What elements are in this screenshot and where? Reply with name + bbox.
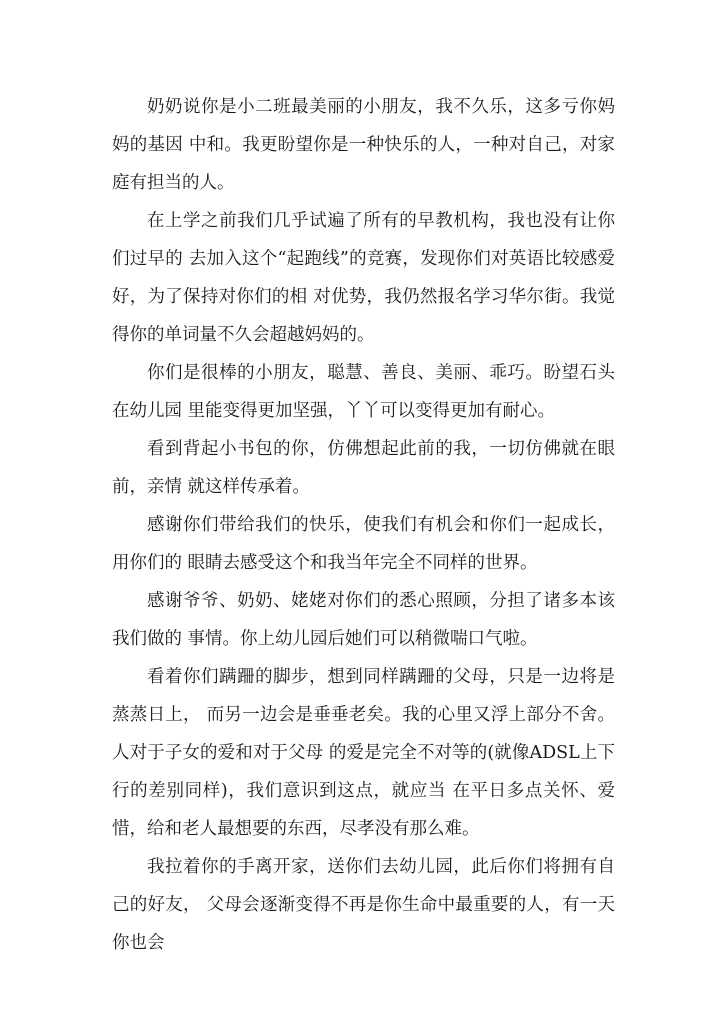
- paragraph: 你们是很棒的小朋友，聪慧、善良、美丽、乖巧。盼望石头在幼儿园 里能变得更加坚强，丫丫可以变得更加有耐心。: [112, 363, 615, 421]
- paragraph: 在上学之前我们几乎试遍了所有的早教机构，我也没有让你们过早的 去加入这个“起跑线”的竞赛，发现你们对英语比较感爱好，为了保持对你们的相 对优势，我仍然报名学习华尔街。我觉得你的单词量不久会超越妈妈的。: [112, 211, 615, 345]
- paragraph: 看到背起小书包的你，仿佛想起此前的我，一切仿佛就在眼前，亲情 就这样传承着。: [112, 439, 615, 497]
- paragraph: 感谢你们带给我们的快乐，使我们有机会和你们一起成长，用你们的 眼睛去感受这个和我当年完全不同样的世界。: [112, 515, 615, 573]
- paragraph: 我拉着你的手离开家，送你们去幼儿园，此后你们将拥有自己的好友， 父母会逐渐变得不再是你生命中最重要的人，有一天你也会: [112, 857, 615, 953]
- paragraph: 看着你们蹒跚的脚步，想到同样蹒跚的父母，只是一边将是蒸蒸日上， 而另一边会是垂垂老矣。我的心里又浮上部分不舍。人对于子女的爱和对于父母 的爱是完全不对等的(就像ADSL上下行的差别同样)，我们意识到这点，就应当 在平日多点关怀、爱惜，给和老人最想要的东西，尽孝没有那么难。: [112, 667, 615, 839]
- paragraph: 感谢爷爷、奶奶、姥姥对你们的悉心照顾，分担了诸多本该我们做的 事情。你上幼儿园后她们可以稍微喘口气啦。: [112, 591, 615, 649]
- paragraph: 奶奶说你是小二班最美丽的小朋友，我不久乐，这多亏你妈妈的基因 中和。我更盼望你是一种快乐的人，一种对自己，对家庭有担当的人。: [112, 97, 615, 193]
- document-page: [112, 88, 615, 962]
